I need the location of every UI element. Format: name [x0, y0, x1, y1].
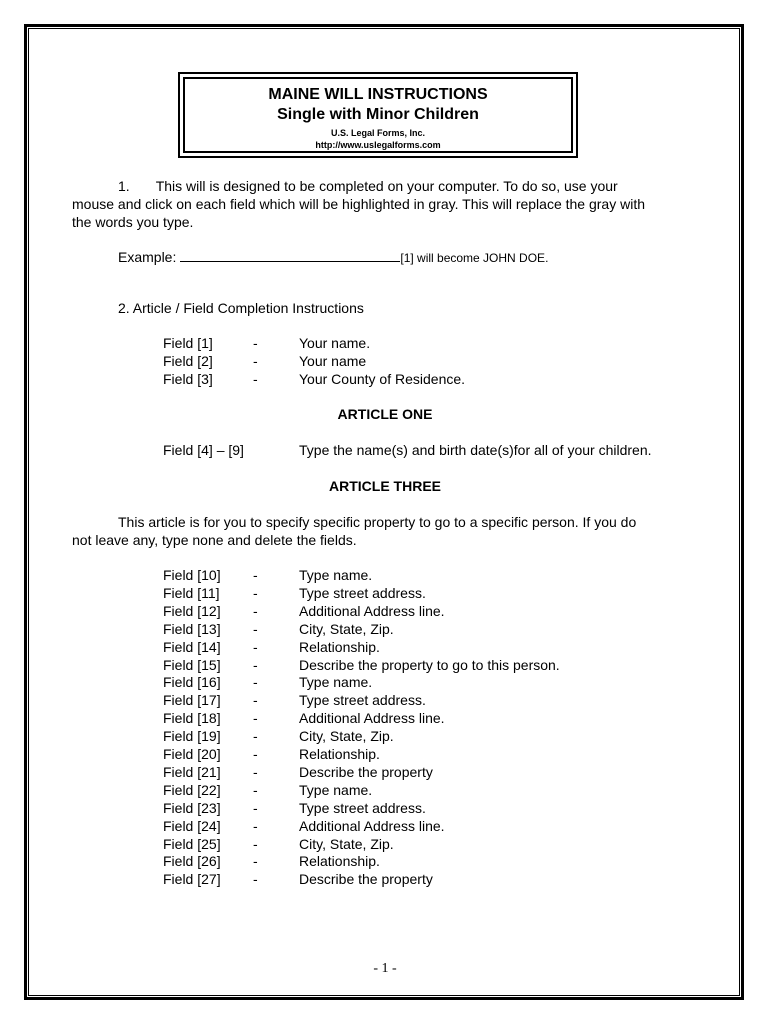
field-description: Additional Address line.	[299, 817, 445, 834]
field-id: Field [26]	[163, 853, 221, 870]
field-id: Field [25]	[163, 835, 221, 852]
field-dash: -	[253, 799, 258, 816]
field-description: Type street address.	[299, 692, 426, 709]
intro-text-1: This will is designed to be completed on your computer. To do so, use your	[155, 178, 618, 194]
field-dash: -	[253, 835, 258, 852]
field-id: Field [11]	[163, 584, 220, 601]
field-description: Relationship.	[299, 746, 380, 762]
field-dash: -	[253, 353, 258, 369]
field-description: Type street address.	[299, 799, 426, 816]
field-dash: -	[253, 746, 258, 762]
field-id: Field [14]	[163, 638, 221, 655]
example-blank-field	[180, 248, 400, 262]
field-id: Field [18]	[163, 710, 221, 727]
field-description: Type name.	[299, 567, 373, 583]
field-id: Field [1]	[163, 335, 213, 351]
field-description: Describe the property to go to this person.	[299, 656, 560, 673]
intro-number: 1.	[118, 178, 130, 194]
field-id: Field [24]	[163, 817, 221, 834]
article-one-heading: ARTICLE ONE	[337, 406, 433, 422]
field-id: Field [27]	[163, 871, 221, 888]
document-subtitle: Single with Minor Children	[277, 106, 479, 123]
field-id: Field [20]	[163, 746, 221, 762]
article-three-text-1: This article is for you to specify specific property to go to a specific person. If you do	[118, 514, 637, 530]
field-description: Describe the property	[299, 871, 433, 888]
intro-line-3: the words you type.	[72, 214, 194, 230]
field-id: Field [12]	[163, 602, 221, 619]
field-dash: -	[253, 584, 258, 601]
field-dash: -	[253, 728, 258, 745]
field-dash: -	[253, 638, 258, 655]
intro-line-2: mouse and click on each field which will be highlighted in gray. This will replace the gray with	[72, 196, 645, 212]
field-dash: -	[253, 371, 258, 387]
section-2-heading: 2. Article / Field Completion Instructions	[118, 300, 364, 316]
field-dash: -	[253, 656, 258, 673]
article-one-field: Field [4] – [9]	[163, 442, 244, 458]
page-number: - 1 -	[373, 961, 397, 976]
field-dash: -	[253, 781, 258, 798]
field-id: Field [10]	[163, 567, 221, 583]
field-dash: -	[253, 692, 258, 709]
field-description: City, State, Zip.	[299, 835, 394, 852]
field-id: Field [17]	[163, 692, 221, 709]
field-description: Type street address.	[299, 584, 426, 601]
field-id: Field [3]	[163, 371, 213, 387]
field-description: Relationship.	[299, 853, 380, 870]
field-dash: -	[253, 620, 258, 637]
field-description: City, State, Zip.	[299, 620, 394, 637]
field-id: Field [16]	[163, 674, 221, 691]
field-description: Your name	[299, 353, 367, 369]
intro-line-1	[118, 177, 618, 195]
field-description: Describe the property	[299, 763, 433, 780]
field-id: Field [2]	[163, 353, 213, 369]
field-description: Additional Address line.	[299, 602, 445, 619]
company-name: U.S. Legal Forms, Inc.	[330, 128, 426, 138]
field-dash: -	[253, 335, 258, 351]
example-tail: [1] will become JOHN DOE.	[400, 251, 549, 265]
field-description: Your County of Residence.	[299, 371, 466, 387]
title-box	[183, 77, 573, 153]
field-id: Field [22]	[163, 781, 221, 798]
field-dash: -	[253, 871, 258, 888]
field-description: Your name.	[299, 335, 371, 351]
document-title: MAINE WILL INSTRUCTIONS	[268, 86, 488, 103]
field-id: Field [15]	[163, 656, 221, 673]
field-id: Field [13]	[163, 620, 221, 637]
field-dash: -	[253, 853, 258, 870]
article-one-desc: Type the name(s) and birth date(s)for all of your children.	[299, 442, 652, 458]
field-id: Field [23]	[163, 799, 221, 816]
field-id: Field [21]	[163, 763, 221, 780]
field-description: Type name.	[299, 781, 373, 798]
field-dash: -	[253, 817, 258, 834]
article-three-text-2: not leave any, type none and delete the fields.	[72, 532, 357, 548]
example-label: Example:	[118, 249, 177, 265]
field-dash: -	[253, 567, 258, 583]
field-dash: -	[253, 710, 258, 727]
field-dash: -	[253, 763, 258, 780]
field-dash: -	[253, 674, 258, 691]
article-three-heading: ARTICLE THREE	[329, 478, 441, 494]
field-description: City, State, Zip.	[299, 728, 394, 745]
company-url: http://www.uslegalforms.com	[315, 140, 441, 150]
example-line	[118, 248, 548, 267]
field-id: Field [19]	[163, 728, 221, 745]
field-description: Relationship.	[299, 638, 380, 655]
field-dash: -	[253, 602, 258, 619]
field-description: Type name.	[299, 674, 373, 691]
field-description: Additional Address line.	[299, 710, 445, 727]
